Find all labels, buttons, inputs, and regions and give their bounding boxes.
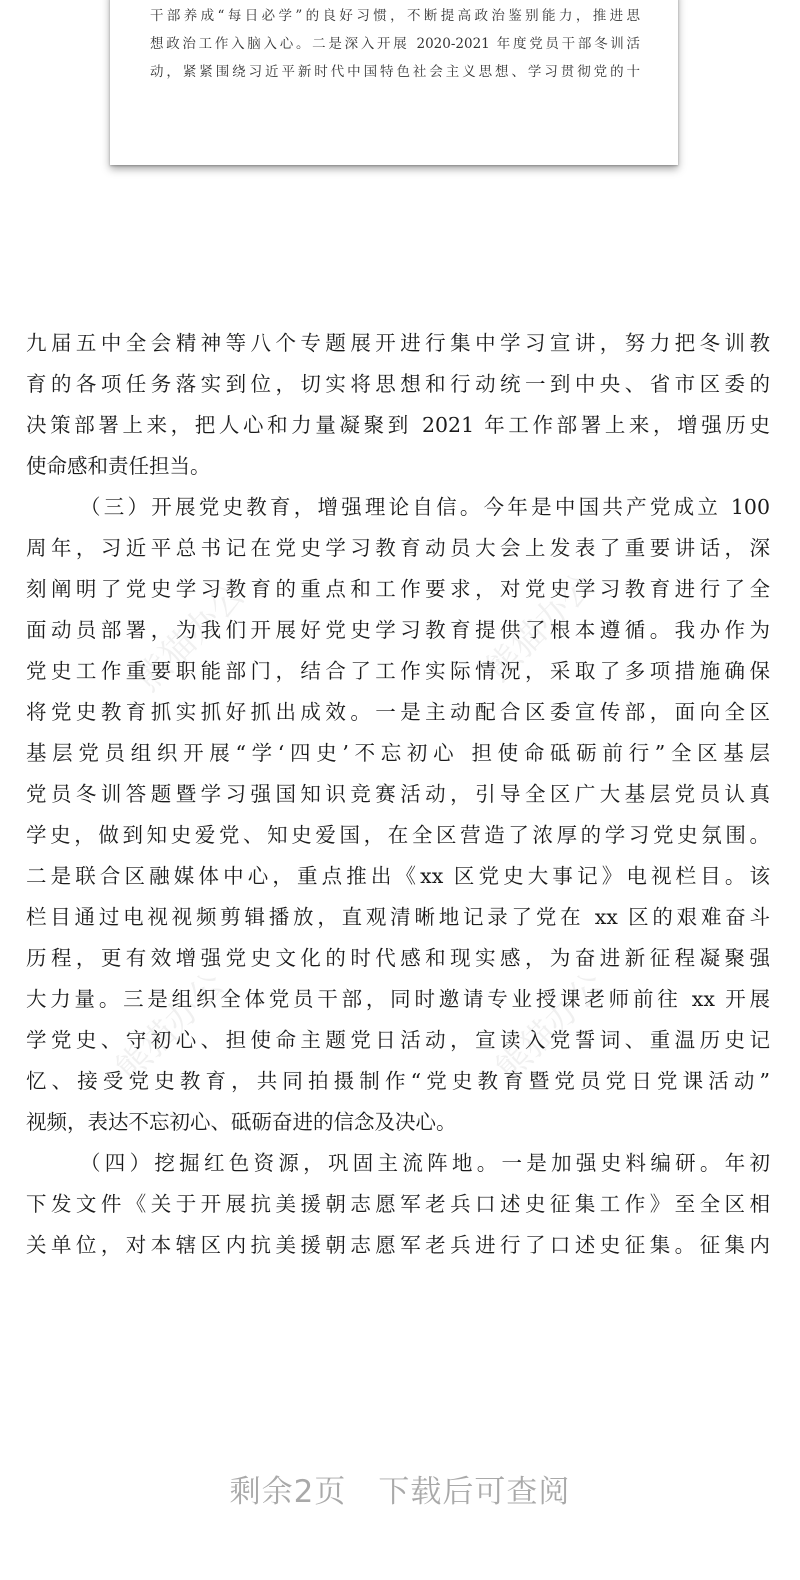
- text-line: 使命感和责任担当。: [26, 454, 211, 478]
- watermark-text: 熊猫办公: [478, 564, 603, 690]
- preview-line: 想政治工作入脑入心。二是深入开展 2020-2021 年度党员干部冬训活: [150, 36, 640, 52]
- text-line: 刻阐明了党史学习教育的重点和工作要求，对党史学习教育进行了全: [26, 577, 770, 601]
- text-line: 学史，做到知史爱党、知史爱国，在全区营造了浓厚的学习党史氛围。: [26, 823, 770, 847]
- document-preview-card: [110, 0, 678, 165]
- text-line: 决策部署上来，把人心和力量凝聚到 2021 年工作部署上来，增强历史: [26, 413, 770, 437]
- text-line: 二是联合区融媒体中心，重点推出《xx 区党史大事记》电视栏目。该: [26, 864, 770, 888]
- text-line: 下发文件《关于开展抗美援朝志愿军老兵口述史征集工作》至全区相: [26, 1192, 770, 1216]
- text-line: 党员冬训答题暨学习强国知识竞赛活动，引导全区广大基层党员认真: [26, 782, 770, 806]
- text-line: 大力量。三是组织全体党员干部，同时邀请专业授课老师前往 xx 开展: [26, 987, 770, 1011]
- remaining-pages-banner[interactable]: 剩余2页 下载后可查阅: [229, 1474, 571, 1510]
- section-heading-line: （三）开展党史教育，增强理论自信。今年是中国共产党成立 100: [80, 495, 770, 519]
- preview-line: 动，紧紧围绕习近平新时代中国特色社会主义思想、学习贯彻党的十: [150, 64, 640, 80]
- text-line: 九届五中全会精神等八个专题展开进行集中学习宣讲，努力把冬训教: [26, 331, 770, 355]
- text-line: 历程，更有效增强党史文化的时代感和现实感，为奋进新征程凝聚强: [26, 946, 770, 970]
- text-line: 党史工作重要职能部门，结合了工作实际情况，采取了多项措施确保: [26, 659, 770, 683]
- text-line: 关单位，对本辖区内抗美援朝志愿军老兵进行了口述史征集。征集内: [26, 1233, 770, 1257]
- document-body: [26, 323, 770, 1266]
- text-line: 基层党员组织开展“学‘四史’不忘初心 担使命砥砺前行”全区基层: [26, 741, 770, 765]
- text-line: 忆、接受党史教育，共同拍摄制作“党史教育暨党员党日党课活动”: [26, 1069, 770, 1093]
- text-line: 面动员部署，为我们开展好党史学习教育提供了根本遵循。我办作为: [26, 618, 770, 642]
- text-line: 栏目通过电视视频剪辑播放，直观清晰地记录了党在 xx 区的艰难奋斗: [26, 905, 770, 929]
- text-line: 学党史、守初心、担使命主题党日活动，宣读入党誓词、重温历史记: [26, 1028, 770, 1052]
- text-line: 育的各项任务落实到位，切实将思想和行动统一到中央、省市区委的: [26, 372, 770, 396]
- watermark-text: 熊猫办公: [128, 574, 253, 700]
- text-line: 将党史教育抓实抓好抓出成效。一是主动配合区委宣传部，面向全区: [26, 700, 770, 724]
- text-line: 周年，习近平总书记在党史学习教育动员大会上发表了重要讲话，深: [26, 536, 770, 560]
- watermark-text: 熊猫办公: [488, 964, 613, 1090]
- text-line: 视频，表达不忘初心、砥砺奋进的信念及决心。: [26, 1110, 457, 1134]
- preview-text: [150, 2, 640, 86]
- section-heading-line: （四）挖掘红色资源，巩固主流阵地。一是加强史料编研。年初: [80, 1151, 770, 1175]
- watermark-text: 熊猫办公: [108, 964, 233, 1090]
- preview-line: 干部养成“每日必学”的良好习惯，不断提高政治鉴别能力，推进思: [150, 8, 640, 24]
